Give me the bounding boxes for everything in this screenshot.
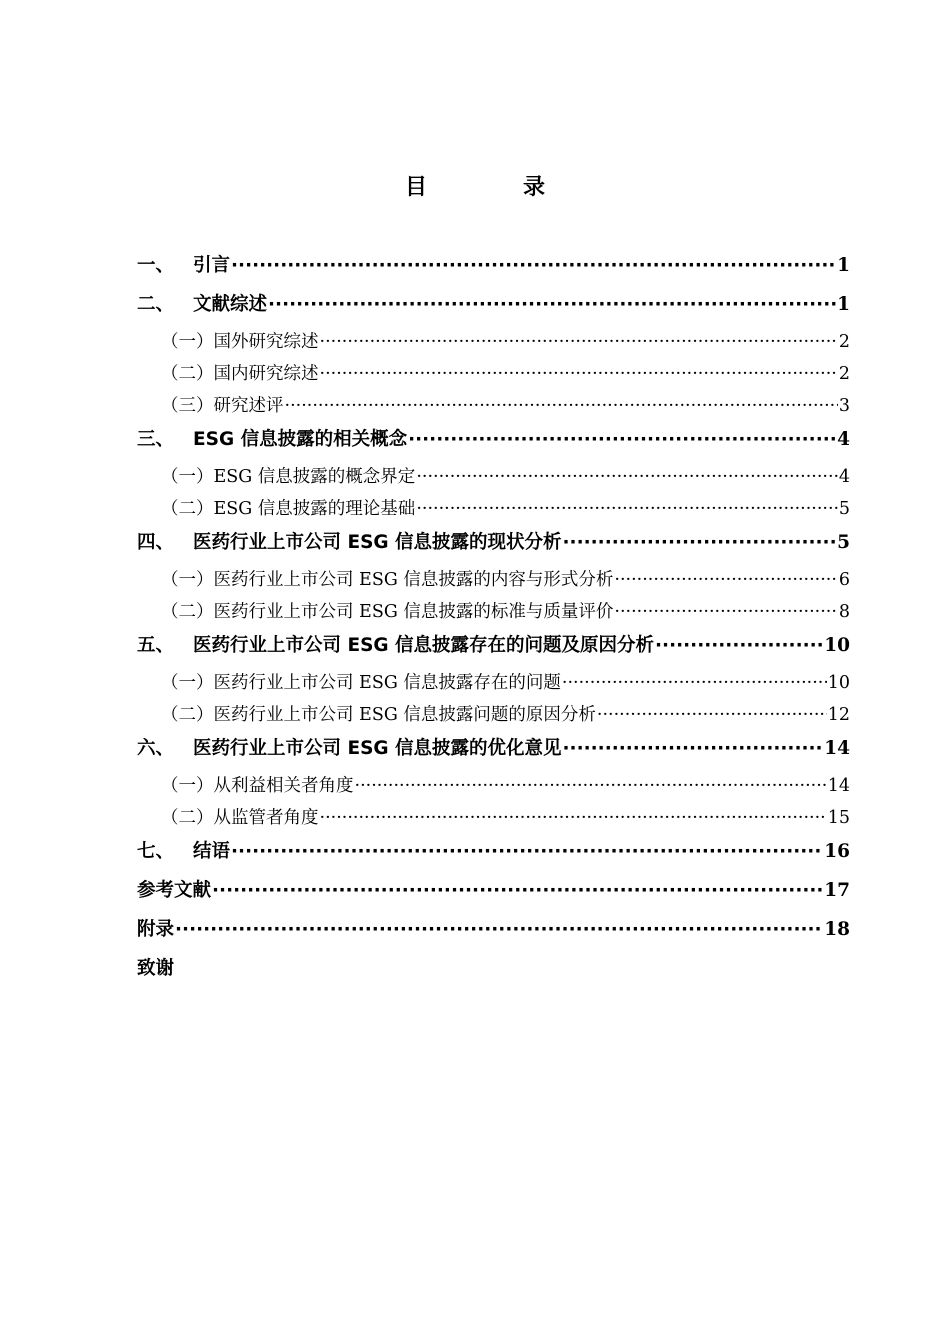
toc-dot-leader	[563, 731, 824, 767]
toc-entry-section[interactable]	[137, 699, 850, 731]
toc-entry-page: 14	[824, 738, 850, 759]
toc-entry-number: 一、	[137, 255, 175, 276]
toc-dot-leader	[320, 802, 827, 834]
toc-dot-leader	[416, 493, 838, 525]
toc-entry-label: （一）从利益相关者角度	[161, 776, 354, 796]
toc-entry-section[interactable]	[137, 564, 850, 596]
toc-entry-page: 10	[827, 673, 850, 693]
page-title	[0, 170, 950, 201]
table-of-contents	[137, 248, 850, 990]
toc-dot-leader	[285, 390, 838, 422]
toc-entry-label: 文献综述	[193, 294, 268, 315]
toc-entry-label: 结语	[193, 841, 231, 862]
toc-entry-label: （二）从监管者角度	[161, 808, 319, 828]
toc-entry-label: ESG 信息披露的相关概念	[193, 429, 408, 450]
toc-entry-label: （二）ESG 信息披露的理论基础	[161, 499, 416, 519]
toc-entry-section[interactable]	[137, 461, 850, 493]
toc-dot-leader	[614, 564, 837, 596]
toc-dot-leader	[231, 834, 823, 870]
toc-entry-page: 15	[827, 808, 850, 828]
toc-entry-chapter[interactable]	[137, 525, 850, 564]
toc-dot-leader	[212, 873, 823, 909]
toc-entry-page: 5	[837, 532, 850, 553]
toc-entry-label: （一）医药行业上市公司 ESG 信息披露的内容与形式分析	[161, 570, 614, 590]
toc-entry-chapter[interactable]	[137, 731, 850, 770]
toc-entry-section[interactable]	[137, 802, 850, 834]
toc-entry-chapter[interactable]	[137, 287, 850, 326]
toc-entry-number: 四、	[137, 532, 175, 553]
toc-dot-leader	[175, 912, 823, 948]
toc-entry-page: 2	[838, 364, 850, 384]
toc-entry-references[interactable]	[137, 873, 850, 912]
toc-entry-acknowledgements[interactable]	[137, 951, 850, 990]
toc-entry-label: （三）研究述评	[161, 396, 284, 416]
toc-entry-section[interactable]	[137, 326, 850, 358]
toc-entry-page: 3	[838, 396, 850, 416]
toc-entry-number: 二、	[137, 294, 175, 315]
toc-entry-section[interactable]	[137, 596, 850, 628]
toc-entry-chapter[interactable]	[137, 628, 850, 667]
toc-entry-number: 七、	[137, 841, 175, 862]
toc-entry-page: 2	[838, 332, 850, 352]
toc-entry-chapter[interactable]	[137, 248, 850, 287]
toc-entry-page: 4	[837, 429, 850, 450]
toc-entry-chapter[interactable]	[137, 422, 850, 461]
toc-entry-label: （二）医药行业上市公司 ESG 信息披露的标准与质量评价	[161, 602, 614, 622]
toc-entry-page: 10	[824, 635, 850, 656]
toc-entry-page: 12	[827, 705, 850, 725]
toc-dot-leader	[655, 628, 823, 664]
toc-entry-page: 1	[837, 294, 850, 315]
toc-entry-label: 参考文献	[137, 880, 212, 901]
toc-dot-leader	[597, 699, 827, 731]
toc-entry-label: （二）国内研究综述	[161, 364, 319, 384]
toc-dot-leader	[268, 287, 836, 323]
toc-entry-label: （二）医药行业上市公司 ESG 信息披露问题的原因分析	[161, 705, 596, 725]
toc-entry-label: （一）国外研究综述	[161, 332, 319, 352]
toc-entry-number: 六、	[137, 738, 175, 759]
toc-entry-page: 8	[838, 602, 850, 622]
toc-entry-page: 14	[827, 776, 850, 796]
title-char-1: 目	[404, 175, 427, 200]
toc-entry-section[interactable]	[137, 358, 850, 390]
toc-entry-number: 五、	[137, 635, 175, 656]
toc-entry-label: 医药行业上市公司 ESG 信息披露的优化意见	[193, 738, 562, 759]
toc-entry-label: 附录	[137, 919, 175, 940]
toc-dot-leader	[416, 461, 838, 493]
toc-dot-leader	[355, 770, 827, 802]
toc-dot-leader	[408, 422, 836, 458]
toc-dot-leader	[562, 667, 827, 699]
toc-entry-page: 18	[824, 919, 850, 940]
toc-entry-number: 三、	[137, 429, 175, 450]
toc-entry-page: 4	[838, 467, 850, 487]
toc-entry-label: 医药行业上市公司 ESG 信息披露的现状分析	[193, 532, 562, 553]
title-char-2: 录	[523, 175, 546, 200]
toc-dot-leader	[614, 596, 837, 628]
toc-entry-page: 17	[824, 880, 850, 901]
toc-entry-label: 引言	[193, 255, 231, 276]
toc-entry-section[interactable]	[137, 390, 850, 422]
toc-dot-leader	[231, 248, 836, 284]
toc-entry-label: 致谢	[137, 958, 175, 979]
toc-entry-label: （一）ESG 信息披露的概念界定	[161, 467, 416, 487]
toc-dot-leader	[320, 358, 838, 390]
toc-entry-page: 6	[838, 570, 850, 590]
toc-entry-label: （一）医药行业上市公司 ESG 信息披露存在的问题	[161, 673, 561, 693]
toc-entry-appendix[interactable]	[137, 912, 850, 951]
toc-entry-page: 1	[837, 255, 850, 276]
toc-entry-page: 16	[824, 841, 850, 862]
toc-dot-leader	[563, 525, 837, 561]
toc-entry-page: 5	[838, 499, 850, 519]
toc-entry-chapter[interactable]	[137, 834, 850, 873]
toc-entry-section[interactable]	[137, 493, 850, 525]
toc-dot-leader	[320, 326, 838, 358]
toc-entry-section[interactable]	[137, 770, 850, 802]
toc-entry-label: 医药行业上市公司 ESG 信息披露存在的问题及原因分析	[193, 635, 655, 656]
toc-entry-section[interactable]	[137, 667, 850, 699]
